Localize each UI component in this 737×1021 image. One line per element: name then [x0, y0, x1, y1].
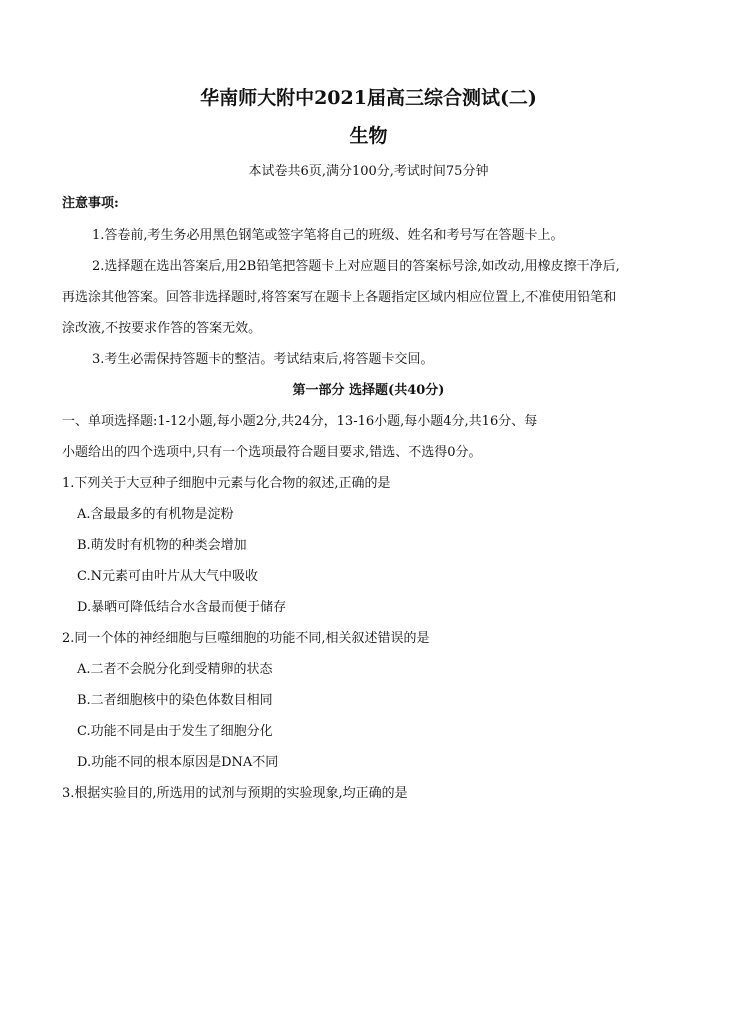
note-line: 1.答卷前,考生务必用黑色钢笔或签字笔将自己的班级、姓名和考号写在答题卡上。 — [92, 228, 564, 243]
question-option: A.二者不会脱分化到受精卵的状态 — [77, 662, 273, 677]
note-line: 再选涂其他答案。回答非选择题时,将答案写在题卡上各题指定区域内相应位置上,不准使用铅笔和 — [62, 290, 617, 305]
note-line: 2.选择题在选出答案后,用2B铅笔把答题卡上对应题目的答案标号涂,如改动,用橡皮擦干净后, — [92, 259, 620, 274]
question-option: B.萌发时有机物的种类会增加 — [77, 538, 247, 553]
note-line: 3.考生必需保持答题卡的整洁。考试结束后,将答题卡交回。 — [92, 352, 434, 367]
question-option: A.含最最多的有机物是淀粉 — [77, 507, 234, 522]
exam-subject: 生物 — [349, 125, 388, 147]
question-stem: 2.同一个体的神经细胞与巨噬细胞的功能不同,相关叙述错误的是 — [62, 631, 430, 646]
question-option: D.暴晒可降低结合水含最而便于储存 — [77, 600, 287, 615]
section-intro: 小题给出的四个选项中,只有一个选项最符合题目要求,错选、不选得0分。 — [62, 445, 482, 460]
question-stem: 3.根据实验目的,所选用的试剂与预期的实验现象,均正确的是 — [62, 786, 408, 801]
exam-info: 本试卷共6页,满分100分,考试时间75分钟 — [248, 164, 489, 179]
question-option: C.N元素可由叶片从大气中吸收 — [77, 569, 258, 584]
notes-heading: 注意事项: — [62, 196, 119, 211]
question-option: D.功能不同的根本原因是DNA不同 — [77, 755, 279, 770]
note-line: 涂改液,不按要求作答的答案无效。 — [62, 321, 262, 336]
section-title: 第一部分 选择题(共40分) — [292, 383, 445, 398]
question-stem: 1.下列关于大豆种子细胞中元素与化合物的叙述,正确的是 — [62, 476, 391, 491]
question-option: C.功能不同是由于发生了细胞分化 — [77, 724, 273, 739]
question-option: B.二者细胞核中的染色体数目相同 — [77, 693, 273, 708]
exam-title: 华南师大附中2021届高三综合测试(二) — [200, 87, 537, 109]
section-intro: 一、单项选择题:1-12小题,每小题2分,共24分，13-16小题,每小题4分,共16分、每 — [62, 414, 538, 429]
